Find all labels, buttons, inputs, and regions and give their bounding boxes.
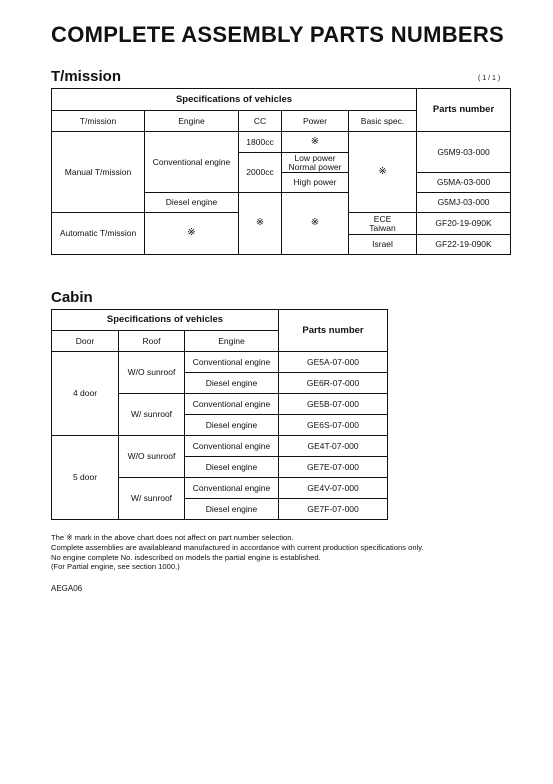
engine-cell: Conventional engine — [185, 352, 279, 373]
roof-wo-sunroof-cell: W/O sunroof — [119, 436, 185, 478]
cabin-parts-header: Parts number — [279, 310, 388, 352]
engine-cell: Conventional engine — [185, 478, 279, 499]
col-header-basic-spec: Basic spec. — [349, 111, 417, 132]
high-power-cell: High power — [282, 173, 349, 193]
engine-cell: Diesel engine — [185, 499, 279, 520]
cc-1800-cell: 1800cc — [239, 132, 282, 153]
reference-mark: ※ — [349, 132, 417, 213]
part-number-cell: GF22-19-090K — [417, 235, 511, 255]
part-number-cell: GE5B-07-000 — [279, 394, 388, 415]
col-header-roof: Roof — [119, 331, 185, 352]
reference-mark: ※ — [282, 132, 349, 153]
reference-mark: ※ — [145, 213, 239, 255]
col-header-engine: Engine — [145, 111, 239, 132]
col-header-power: Power — [282, 111, 349, 132]
reference-mark: ※ — [239, 193, 282, 255]
automatic-tmission-cell: Automatic T/mission — [52, 213, 145, 255]
door-4-cell: 4 door — [52, 352, 119, 436]
roof-w-sunroof-cell: W/ sunroof — [119, 478, 185, 520]
low-power-label: Low power — [294, 152, 336, 163]
reference-mark: ※ — [282, 193, 349, 255]
door-5-cell: 5 door — [52, 436, 119, 520]
cabin-table — [51, 309, 388, 520]
part-number-cell: GE5A-07-000 — [279, 352, 388, 373]
engine-cell: Diesel engine — [185, 415, 279, 436]
part-number-cell: G5MJ-03-000 — [417, 193, 511, 213]
note-line: Complete assemblies are availableand manufactured in accordance with current production specifications only. — [51, 542, 424, 552]
part-number-cell: GE4V-07-000 — [279, 478, 388, 499]
col-header-engine: Engine — [185, 331, 279, 352]
part-number-cell: G5MA-03-000 — [417, 173, 511, 193]
col-header-tmission: T/mission — [52, 111, 145, 132]
note-line: No engine complete No. isdescribed on models the partial engine is established. — [51, 552, 321, 562]
roof-w-sunroof-cell: W/ sunroof — [119, 394, 185, 436]
cabin-spec-header: Specifications of vehicles — [52, 310, 279, 331]
col-header-cc: CC — [239, 111, 282, 132]
page-title: COMPLETE ASSEMBLY PARTS NUMBERS — [51, 22, 505, 47]
cc-2000-cell: 2000cc — [239, 153, 282, 193]
page-indicator: ( 1 / 1 ) — [478, 75, 501, 82]
manual-tmission-cell: Manual T/mission — [52, 132, 145, 213]
engine-cell: Conventional engine — [185, 394, 279, 415]
transmission-spec-header: Specifications of vehicles — [52, 89, 417, 111]
transmission-table — [51, 88, 511, 255]
part-number-cell: GE4T-07-000 — [279, 436, 388, 457]
part-number-cell: G5M9-03-000 — [417, 132, 511, 173]
diesel-engine-cell: Diesel engine — [145, 193, 239, 213]
col-header-door: Door — [52, 331, 119, 352]
document-code: AEGA06 — [51, 584, 83, 593]
cabin-section-title: Cabin — [51, 289, 93, 306]
notes — [51, 533, 424, 572]
part-number-cell: GF20-19-090K — [417, 213, 511, 235]
transmission-parts-header: Parts number — [417, 89, 511, 132]
normal-power-label: Normal power — [288, 161, 342, 172]
engine-cell: Diesel engine — [185, 373, 279, 394]
low-power-cell — [282, 153, 349, 173]
conventional-engine-cell: Conventional engine — [145, 132, 239, 193]
ece-taiwan-cell — [349, 213, 417, 235]
part-number-cell: GE7E-07-000 — [279, 457, 388, 478]
part-number-cell: GE7F-07-000 — [279, 499, 388, 520]
transmission-section-title: T/mission — [51, 68, 122, 85]
engine-cell: Conventional engine — [185, 436, 279, 457]
israel-cell: Israel — [349, 235, 417, 255]
part-number-cell: GE6R-07-000 — [279, 373, 388, 394]
taiwan-label: Taiwan — [369, 222, 396, 233]
part-number-cell: GE6S-07-000 — [279, 415, 388, 436]
note-line: (For Partial engine, see section 1000.) — [51, 562, 180, 572]
ece-label: ECE — [373, 213, 392, 224]
roof-wo-sunroof-cell: W/O sunroof — [119, 352, 185, 394]
note-line: The ※ mark in the above chart does not affect on part number selection. — [51, 533, 294, 542]
engine-cell: Diesel engine — [185, 457, 279, 478]
